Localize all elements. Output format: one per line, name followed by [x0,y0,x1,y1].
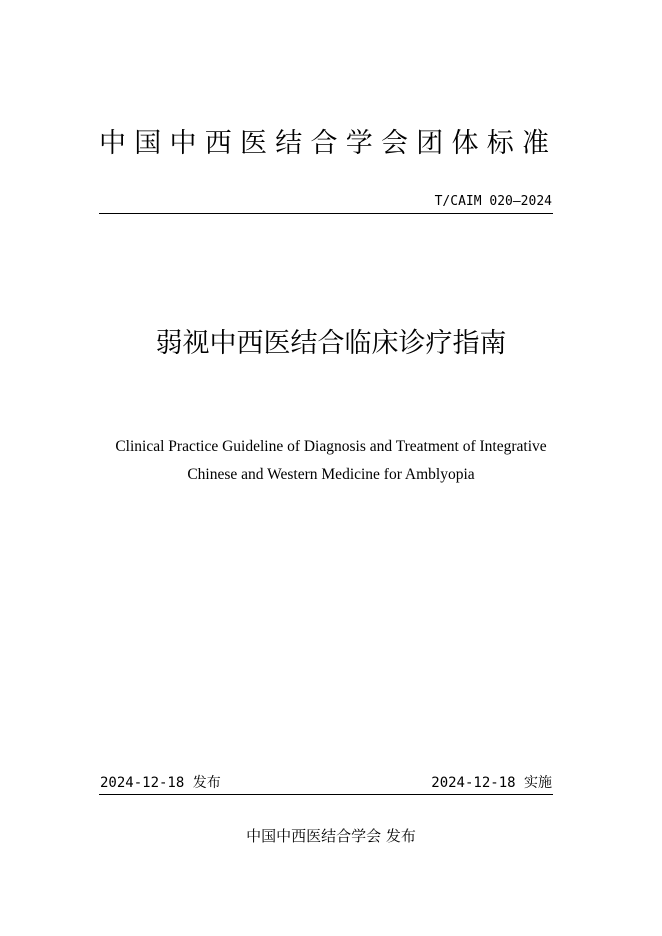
publisher-line: 中国中西医结合学会 发布 [246,827,416,845]
footer-divider [99,794,553,795]
chinese-title: 弱视中西医结合临床诊疗指南 [155,328,507,359]
english-title-line-1: Clinical Practice Guideline of Diagnosis and Treatment of Integrative [115,438,547,455]
english-title [80,433,582,489]
implement-date: 2024-12-18 [431,775,516,791]
publish-date-block [100,774,221,792]
standard-number: T/CAIM 020—2024 [434,194,552,209]
english-title-line-2: Chinese and Western Medicine for Amblyopia [187,466,475,483]
implement-label: 实施 [524,775,552,791]
header-divider [99,213,553,214]
implement-date-block [431,774,552,792]
organization-standard-heading: 中国中西医结合学会团体标准 [99,128,553,159]
publish-date: 2024-12-18 [100,775,185,791]
publish-label: 发布 [192,775,221,791]
